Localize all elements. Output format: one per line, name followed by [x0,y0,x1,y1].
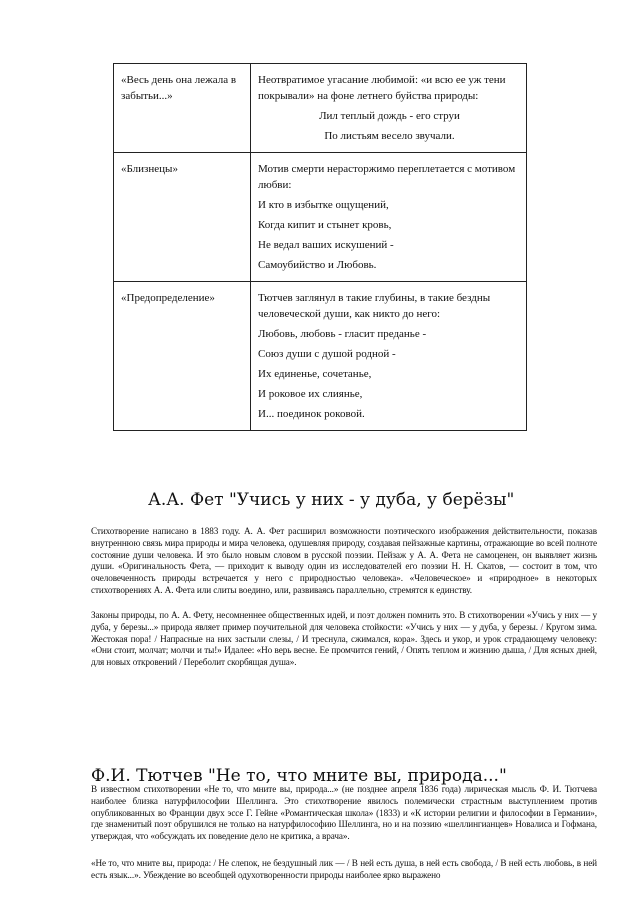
table-row [114,282,527,431]
quote-line: По листьям весело звучали. [324,130,455,142]
quote-line: Лил теплый дождь - его струи [319,110,460,122]
quote-line: Любовь, любовь - гласит преданье - [258,328,427,340]
quote-line: Самоубийство и Любовь. [258,259,377,271]
analysis-text: Тютчев заглянул в такие глубины, в такие бездны человеческой души, как никто до него: [258,292,491,320]
quote-line: И кто в избытке ощущений, [258,199,389,211]
poem-title-cell [114,282,251,431]
poem-title-cell [114,153,251,282]
quote-line: Союз души с душой родной - [258,348,396,360]
poem-analysis-cell [251,282,527,431]
fet-paragraph: Стихотворение написано в 1883 году. А. А. Фет расширил возможности поэтического изображения действительности, показав внутреннюю связь мира природы и мира человека, одушевляя природу, создавая пейзажные картины, отражающие во всей полноте состояние души человека. И это было новым словом в русской поэзии. Пейзаж у А. А. Фета не самоценен, он выявляет жизнь души. «Оригинальность Фета, — приходит к выводу один из исследователей его поэзии Н. Н. Скатов, — состоит в том, что очеловеченность природы встречается у него с природностью человека». «Человеческое» и «природное» в некоторых стихотворениях А. А. Фета или слиты воедино, или, развиваясь параллельно, стремятся к единству. [91,526,597,595]
poem-analysis-cell [251,153,527,282]
analysis-text: Неотвратимое угасание любимой: «и всю ее уж тени покрывали» на фоне летнего буйства природы: [258,74,506,102]
tyutchev-section-heading: Ф.И. Тютчев "Не то, что мните вы, природа..." [91,766,507,786]
poem-analysis-cell [251,64,527,153]
poem-title: «Весь день она лежала в забытьи...» [121,74,237,102]
quote-line: И роковое их слиянье, [258,388,363,400]
table-row [114,153,527,282]
poems-table [113,63,527,431]
fet-paragraph: Законы природы, по А. А. Фету, несомненнее общественных идей, и поэт должен помнить это. В стихотворении «Учись у них — у дуба, у березы...» природа являет пример поучительной для человека стойкости: «Учись у них — у дуба, у березы. / Кругом зима. Жестокая пора! / Напрасные на них застыли слезы, / И треснула, сжимался, кора». Здесь и укор, и урок страдающему человеку: «Они стоит, молчат; молчи и ты!» Идалее: «Но верь весне. Ее промчится гений, / Опять теплом и жизнию дыша, / Для ясных дней, для новых откровений / Переболит скорбящая душа». [91,610,597,668]
table-row [114,64,527,153]
quote-line: Когда кипит и стынет кровь, [258,219,392,231]
quote-line: Не ведал ваших искушений - [258,239,394,251]
poem-title: «Близнецы» [121,163,178,175]
quote-line: И... поединок роковой. [258,408,365,420]
poem-title-cell [114,64,251,153]
analysis-text: Мотив смерти нерасторжимо переплетается с мотивом любви: [258,163,516,191]
poem-title: «Предопределение» [121,292,215,304]
quote-line: Их единенье, сочетанье, [258,368,372,380]
tyutchev-paragraph: «Не то, что мните вы, природа: / Не слепок, не бездушный лик — / В ней есть душа, в ней есть свобода, / В ней есть любовь, в ней есть язык...». Убеждение во всеобщей одухотворенности природы наиболее ярко выражено [91,858,597,880]
fet-section-heading: А.А. Фет "Учись у них - у дуба, у берёзы" [148,490,515,510]
tyutchev-paragraph: В известном стихотворении «Не то, что мните вы, природа...» (не позднее апреля 1836 года) лирическая мысль Ф. И. Тютчева наиболее близка натурфилософии Шеллинга. Это стихотворение явилось полемически страстным выступлением против опубликованных во Франции двух эссе Г. Гейне «Романтическая школа» (1833) и «К истории религии и философии в Германии», где знаменитый поэт обрушился не только на натурфилософию Шеллинга, но и на поэзию «шеллингианцев» Новалиса и Гофмана, утверждая, что «обсуждать их поведение дело не критика, а врача». [91,784,597,842]
